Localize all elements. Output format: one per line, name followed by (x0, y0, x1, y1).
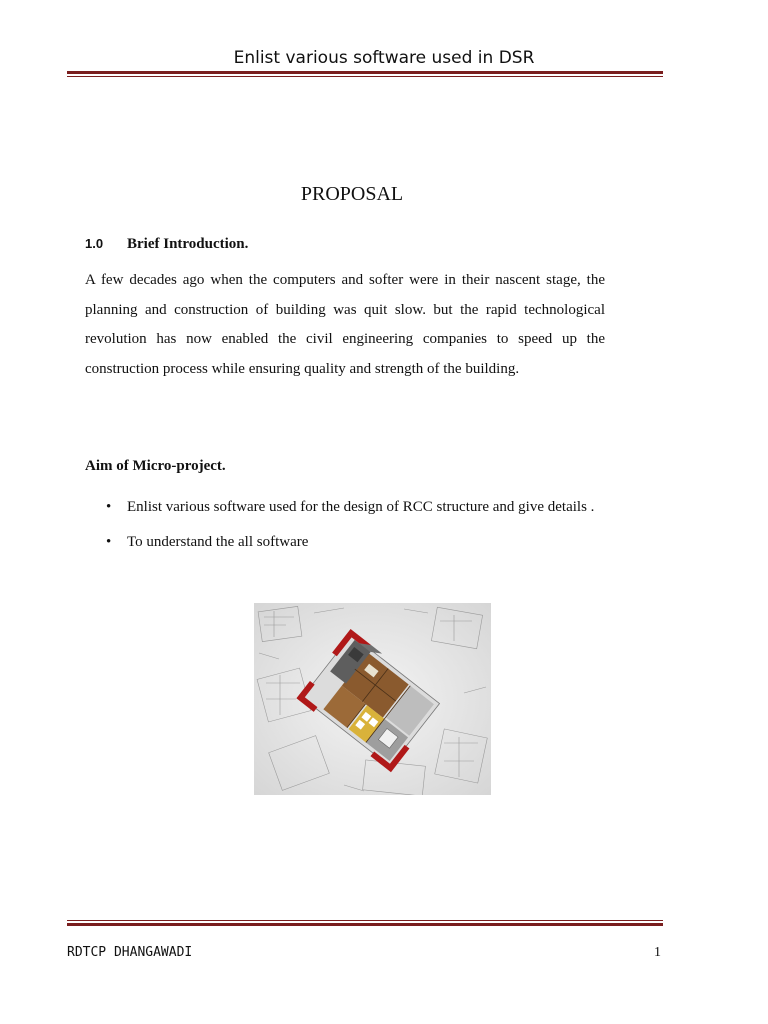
aim-heading: Aim of Micro-project. (85, 458, 226, 474)
list-item (85, 533, 605, 552)
footer-rule (67, 920, 663, 926)
list-item (85, 498, 605, 517)
footer-institution: RDTCP DHANGAWADI (67, 945, 193, 960)
header-rule (67, 71, 663, 77)
running-header: Enlist various software used in DSR (233, 48, 535, 68)
section-title: Brief Introduction. (127, 236, 249, 252)
document-title: PROPOSAL (300, 183, 404, 205)
list-item-text: Enlist various software used for the design of RCC structure and give details . (127, 499, 595, 515)
section-number: 1.0 (85, 236, 104, 251)
intro-paragraph: A few decades ago when the computers and softer were in their nascent stage, the planning and construction of building was quit slow. but the rapid technological revolution has now enabled the civil engineering companies to speed up the construction process while ensuring quality and strength of the building. (85, 272, 605, 377)
list-item-text: To understand the all software (127, 534, 309, 550)
page-number: 1 (654, 945, 661, 960)
section-heading (85, 236, 248, 253)
bullet-icon: • (106, 534, 112, 550)
aim-list (85, 498, 605, 568)
house-floor-plan-image (254, 603, 491, 795)
house-model-illustration (254, 603, 491, 795)
bullet-icon: • (106, 499, 112, 515)
